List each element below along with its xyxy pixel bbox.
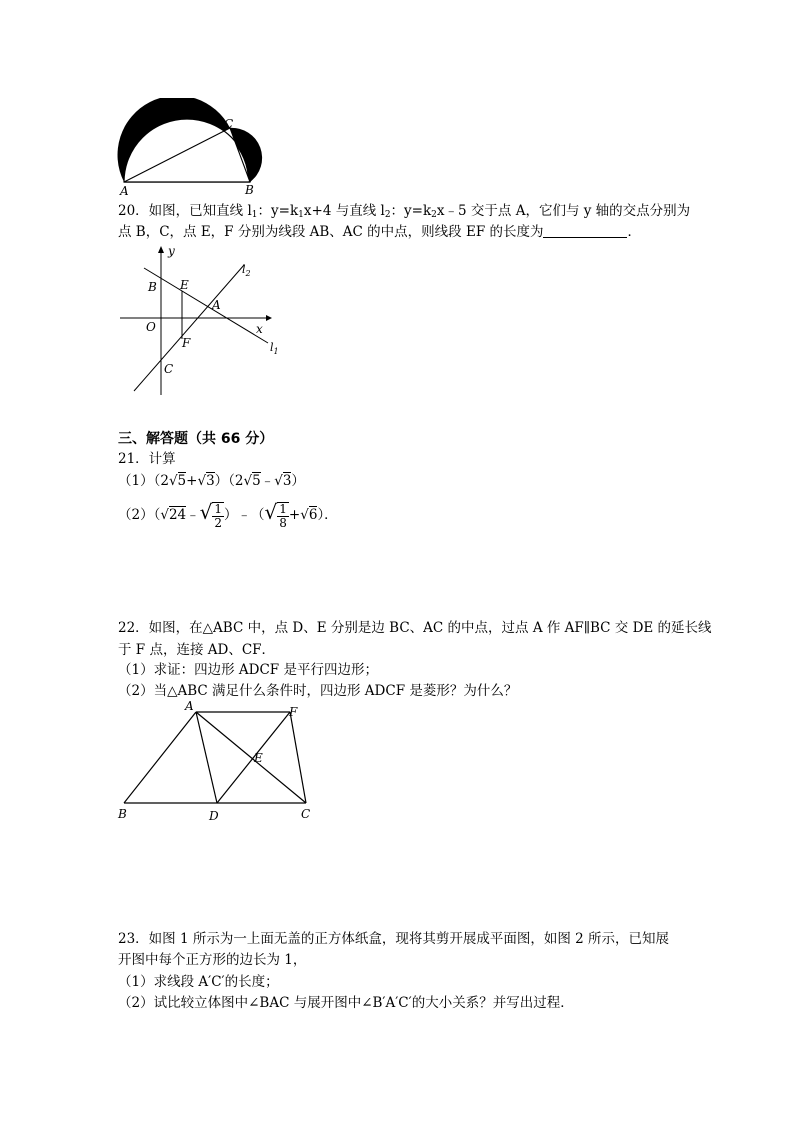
q21-part1: （1）（2√5+√3）（2√5﹣√3） — [118, 473, 305, 489]
point-c-label: C — [301, 807, 311, 821]
origin-label: O — [146, 320, 156, 334]
q21-title: 21．计算 — [118, 451, 176, 467]
q22-line3: （1）求证：四边形 ADCF 是平行四边形； — [118, 662, 378, 678]
point-f-label: F — [182, 336, 191, 350]
point-b-label: B — [118, 807, 127, 821]
point-f-label: F — [289, 705, 298, 719]
fraction-one-eighth: $\frac{1}{8}$ — [279, 501, 287, 530]
axis-y-label: y — [168, 244, 175, 258]
axis-x-label: x — [256, 322, 263, 336]
q23-line2: 开图中每个正方形的边长为 1， — [118, 952, 307, 968]
q23-line1: 23．如图 1 所示为一上面无盖的正方体纸盒，现将其剪开展成平面图，如图 2 所示，已知展 — [118, 931, 670, 947]
point-c-label: C — [164, 362, 174, 376]
q20-line2: 点 B，C，点 E，F 分别为线段 AB、AC 的中点，则线段 EF 的长度为 ． — [118, 224, 641, 240]
q23-line4: （2）试比较立体图中∠BAC 与展开图中∠B′A′C′的大小关系？并写出过程． — [118, 995, 574, 1011]
point-a-label: A — [185, 699, 194, 713]
q19-figure — [112, 98, 277, 198]
label-b: B — [245, 183, 254, 197]
q22-line4: （2）当△ABC 满足什么条件时，四边形 ADCF 是菱形？为什么？ — [118, 683, 518, 699]
point-d-label: D — [209, 809, 219, 823]
q22-line1: 22．如图，在△ABC 中，点 D、E 分别是边 BC、AC 的中点，过点 A 作 AF∥BC 交 DE 的延长线 — [118, 620, 712, 636]
q21-part2: （2）（√24﹣√ $\frac{1}{2}$ ）﹣（√ $\frac{1}{8}$ +√6）． — [118, 500, 338, 530]
fraction-one-half: $\frac{1}{2}$ — [214, 501, 223, 530]
label-a: A — [120, 184, 129, 198]
q20-figure — [116, 243, 286, 403]
point-b-label: B — [148, 280, 157, 294]
line-l2-label: $l_2$ — [242, 263, 251, 278]
section-heading: 三、解答题（共 66 分） — [118, 431, 274, 447]
q22-figure — [114, 698, 324, 826]
q20-line1: 20．如图，已知直线 $l_1$：$y=k_1x+4$ 与直线 $l_2$：$y=k_2x﹣5$ 交于点 A，它们与 y 轴的交点分别为 — [118, 203, 691, 220]
line-l1-label: $l_1$ — [270, 341, 279, 356]
q22-line2: 于 F 点，连接 AD、CF． — [118, 642, 276, 658]
point-e-label: E — [180, 278, 189, 292]
point-a-label: A — [212, 298, 221, 312]
q23-line3: （1）求线段 A′C′的长度； — [118, 974, 279, 990]
label-c: C — [224, 117, 234, 131]
answer-blank[interactable] — [543, 223, 627, 238]
point-e-label: E — [254, 751, 263, 765]
